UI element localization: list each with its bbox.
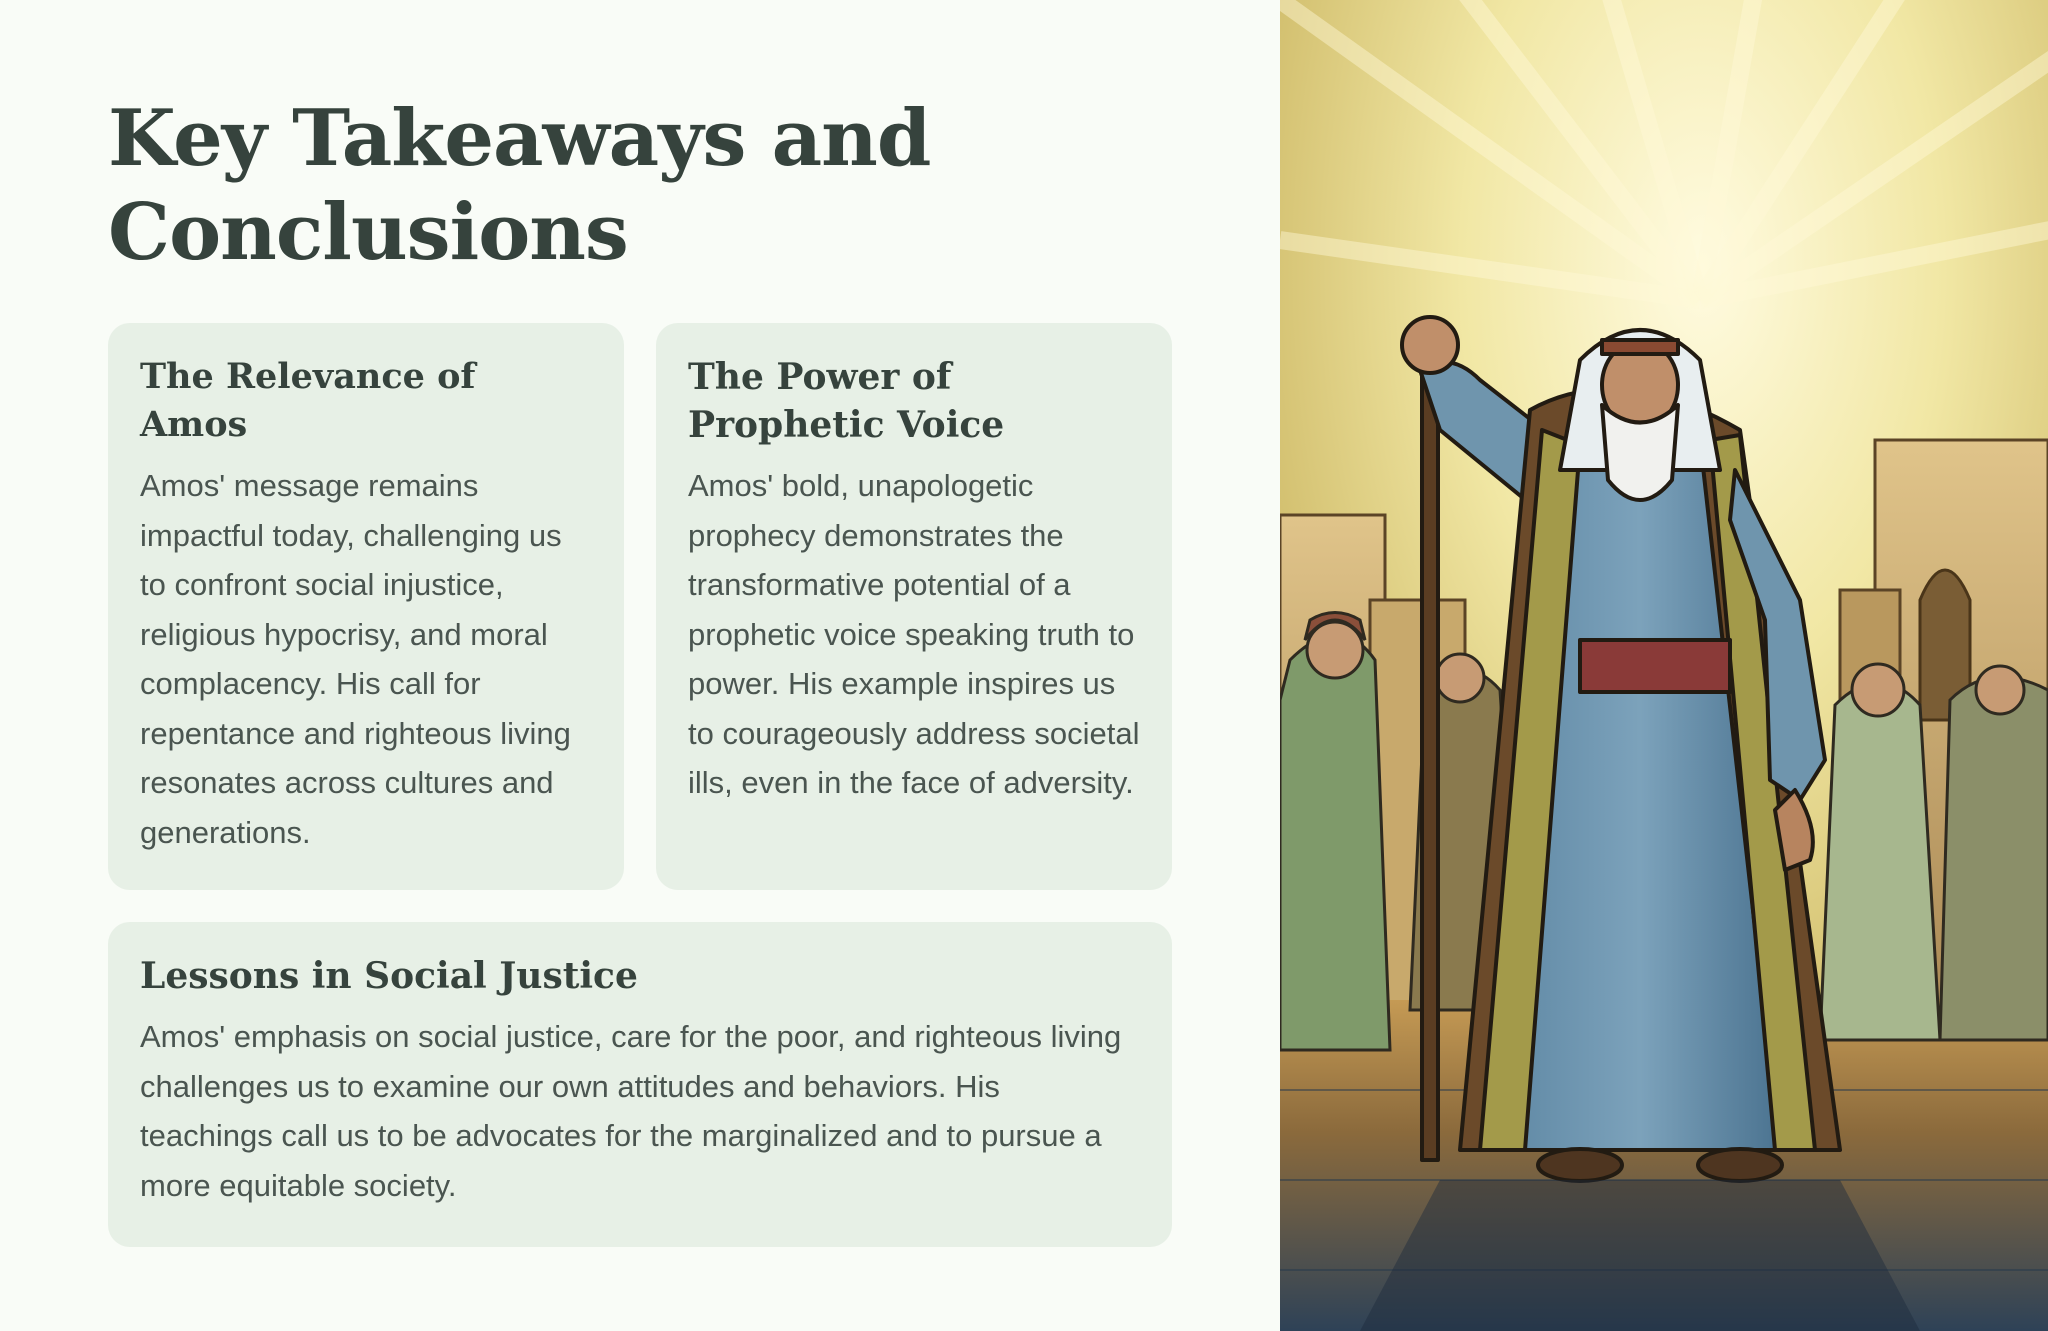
card-heading: The Power of Prophetic Voice — [688, 356, 1005, 446]
card-body: Amos' message remains impactful today, challenging us to confront social injustice, religious hypocrisy, and moral complacency. His call for repentance and righteous living resonates across cultures and generations. — [140, 468, 571, 850]
page-title: Key Takeaways and Conclusions — [108, 93, 931, 278]
card-heading: Lessons in Social Justice — [140, 955, 638, 997]
prophet-illustration — [1280, 0, 2048, 1331]
card-power-of-prophetic-voice — [656, 323, 1172, 890]
card-body: Amos' bold, unapologetic prophecy demonstrates the transformative potential of a prophetic voice speaking truth to power. His example inspires us to courageously address societal ills, even in the face of adversity. — [688, 468, 1140, 800]
card-relevance-of-amos — [108, 323, 624, 890]
card-lessons-in-social-justice — [108, 922, 1172, 1247]
card-body: Amos' emphasis on social justice, care for the poor, and righteous living challenges us to examine our own attitudes and behaviors. His teachings call us to be advocates for the marginalized and to pursue a more equitable society. — [140, 1019, 1122, 1203]
card-heading: The Relevance of Amos — [140, 356, 476, 445]
